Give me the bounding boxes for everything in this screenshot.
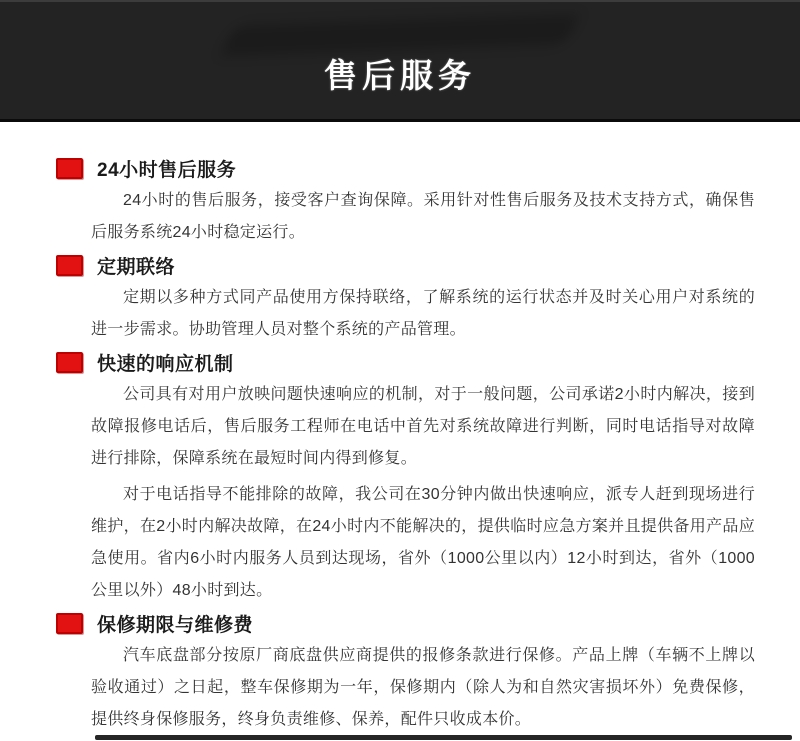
red-square-bullet-icon xyxy=(56,613,83,634)
section-rapid-response xyxy=(56,349,755,607)
section-paragraph: 定期以多种方式同产品使用方保持联络，了解系统的运行状态并及时关心用户对系统的进一步需求。协助管理人员对整个系统的产品管理。 xyxy=(91,289,755,338)
section-paragraph: 24小时的售后服务，接受客户查询保障。采用针对性售后服务及技术支持方式，确保售后服务系统24小时稳定运行。 xyxy=(91,192,755,241)
watermark-smudge xyxy=(220,14,581,56)
section-warranty-fees xyxy=(56,610,755,736)
section-heading-row xyxy=(56,349,755,375)
page-title: 售后服务 xyxy=(324,57,476,94)
section-heading: 保修期限与维修费 xyxy=(97,614,254,636)
red-square-bullet-icon xyxy=(56,158,83,179)
section-paragraph: 对于电话指导不能排除的故障，我公司在30分钟内做出快速响应，派专人赶到现场进行维护，在2小时内解决故障，在24小时内不能解决的，提供临时应急方案并且提供备用产品应急使用。省内6小时内服务人员到达现场，省外（1000公里以内）12小时到达，省外（1000公里以外）48小时到达。 xyxy=(91,486,755,599)
section-heading: 定期联络 xyxy=(97,256,176,278)
red-square-bullet-icon xyxy=(56,255,83,276)
section-heading: 快速的响应机制 xyxy=(97,353,234,375)
section-heading-row xyxy=(56,610,755,636)
section-paragraph: 公司具有对用户放映问题快速响应的机制，对于一般问题，公司承诺2小时内解决，接到故障报修电话后，售后服务工程师在电话中首先对系统故障进行判断，同时电话指导对故障进行排除，保障系统在最短时间内得到修复。 xyxy=(91,386,755,467)
section-heading: 24小时售后服务 xyxy=(97,159,237,181)
header-band xyxy=(0,0,800,122)
red-square-bullet-icon xyxy=(56,352,83,373)
section-24h-service xyxy=(56,155,755,249)
section-regular-contact xyxy=(56,252,755,346)
section-heading-row xyxy=(56,155,755,181)
section-paragraph: 汽车底盘部分按原厂商底盘供应商提供的报修条款进行保修。产品上牌（车辆不上牌以验收通过）之日起，整车保修期为一年，保修期内（除人为和自然灾害损坏外）免费保修，提供终身保修服务，终身负责维修、保养，配件只收成本价。 xyxy=(91,647,755,728)
bottom-strip xyxy=(95,735,792,740)
section-heading-row xyxy=(56,252,755,278)
content-area xyxy=(0,122,800,736)
